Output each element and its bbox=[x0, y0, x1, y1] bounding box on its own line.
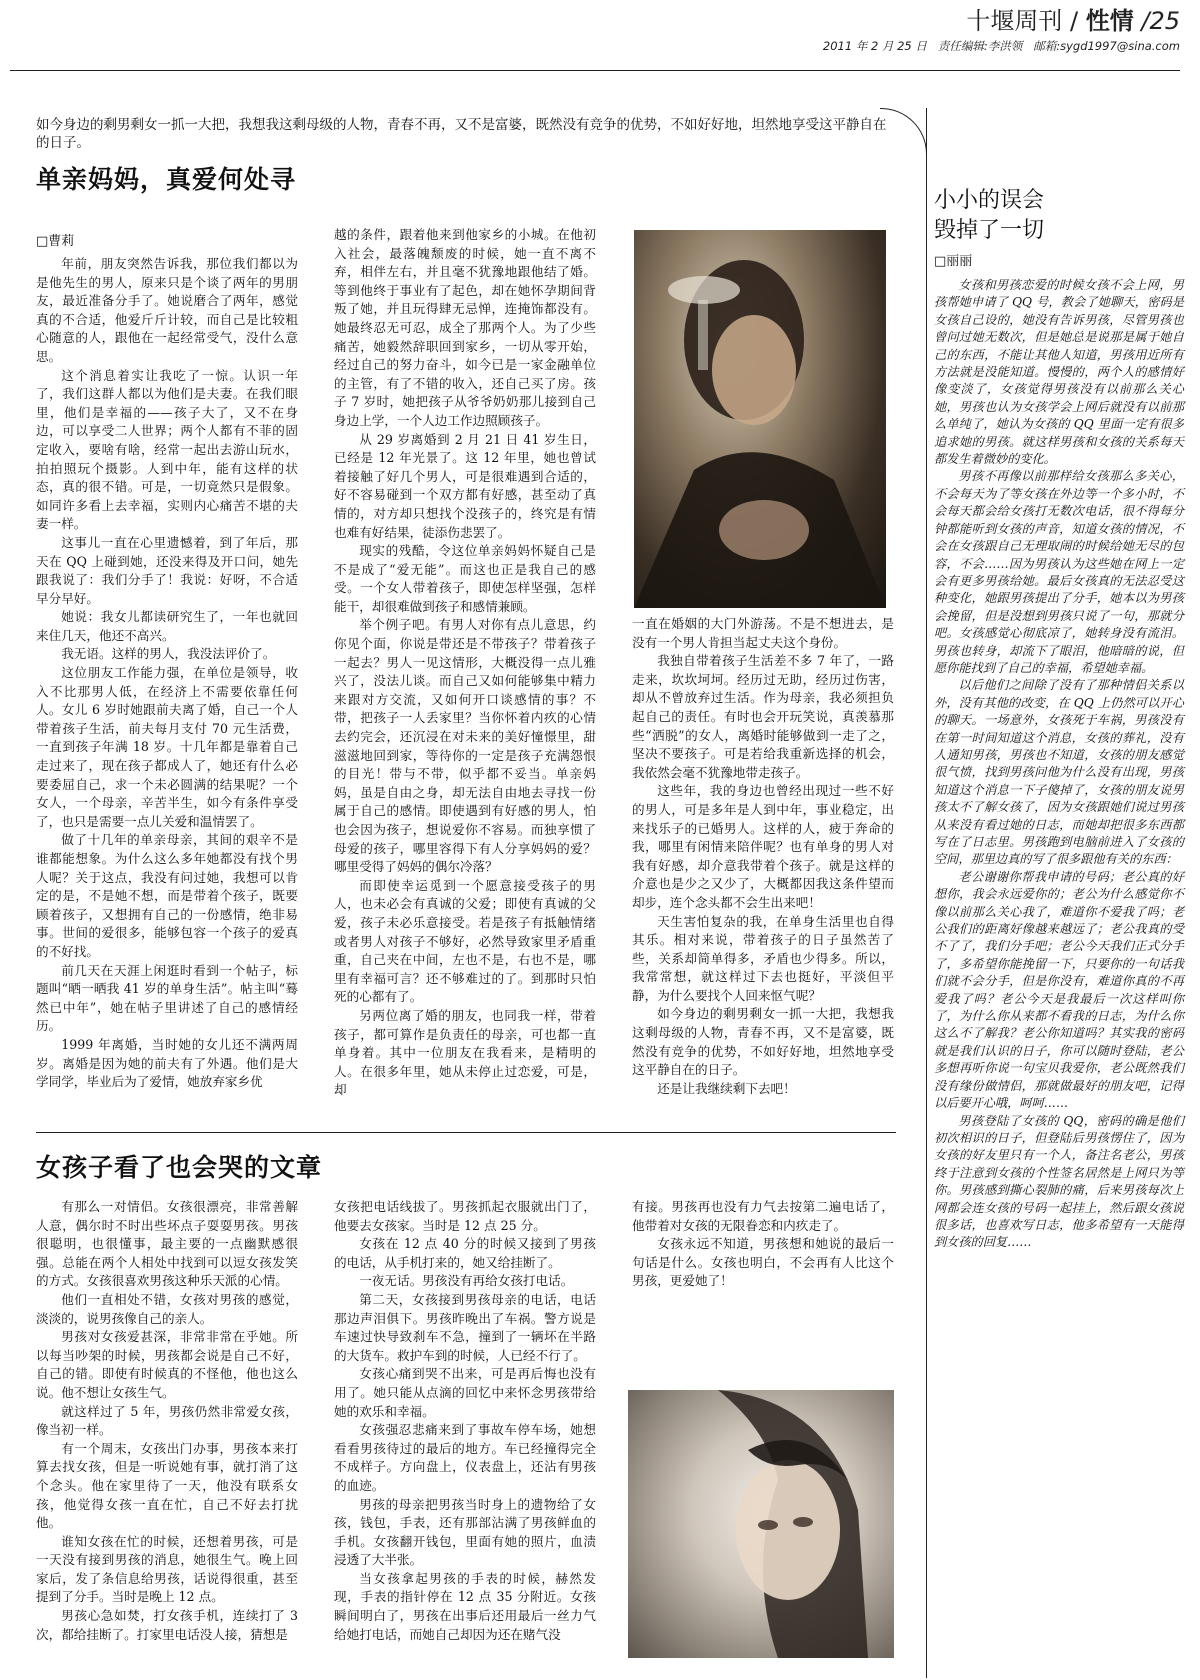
paragraph: 我无语。这样的男人，我没法评价了。 bbox=[61, 646, 276, 662]
paper-name: 十堰周刊 bbox=[966, 7, 1063, 35]
paragraph: 有接。男孩再也没有力气去按第二遍电话了，他带着对女孩的无限眷恋和内疚走了。 bbox=[632, 1199, 894, 1233]
masthead bbox=[823, 6, 1180, 54]
paragraph: 他们一直相处不错，女孩对男孩的感觉，淡淡的，说男孩像自己的亲人。 bbox=[36, 1291, 298, 1326]
article1-column-1 bbox=[36, 255, 298, 1092]
page-number-prefix: / bbox=[1141, 7, 1150, 35]
header-rule bbox=[10, 70, 1180, 71]
sidebar-body bbox=[934, 277, 1184, 1252]
sidebar-article bbox=[934, 186, 1184, 1252]
paragraph: 谁知女孩在忙的时候，还想着男孩，可是一天没有接到男孩的消息，她很生气。晚上回家后，发了条信息给男孩，话说得很重，甚至提到了分手。当时是晚上 12 点。 bbox=[36, 1533, 298, 1605]
page-number: 25 bbox=[1149, 7, 1180, 35]
paragraph: 女孩在 12 点 40 分的时候又接到了男孩的电话，从手机打来的，她又给挂断了。 bbox=[334, 1236, 596, 1270]
paragraph: 我独自带着孩子生活差不多 7 年了，一路走来，坎坎坷坷。经历过无助，经历过伤害，却从不曾放弃过生活。作为母亲，我必须担负起自己的责任。有时也会开玩笑说，真羡慕那些“洒脱”的女人，离婚时能够做到一走了之，坚决不要孩子。可是若给我重新选择的机会，我依然会毫不犹豫地带走孩子。 bbox=[632, 653, 894, 780]
paragraph: 前几天在天涯上闲逛时看到一个帖子，标题叫“晒一晒我 41 岁的单身生活”。帖主叫“蓦然已中年”，她在帖子里讲述了自己的感情经历。 bbox=[36, 962, 298, 1034]
paragraph: 这个消息着实让我吃了一惊。认识一年了，我们这群人都以为他们是夫妻。在我们眼里，他们是幸福的——孩子大了，又不在身边，可以享受二人世界；两个人都有不菲的固定收入，要啥有啥，经常一起出去游山玩水，拍拍照玩个摄影。人到中年，能有这样的状态，真的很不错。可是，一切竟然只是假象。如同许多看上去幸福，实则内心痛苦不堪的夫妻一样。 bbox=[36, 367, 298, 532]
paragraph: 这位朋友工作能力强，在单位是领导，收入不比那男人低，在经济上不需要依靠任何人。女儿 6 岁时她跟前夫离了婚，自己一个人带着孩子生活，前夫每月支付 70 元生活费，一直到孩子年满 18 岁。十几年都是靠着自己走过来了，现在孩子都成人了，她还有什么必要委屈自己，求一个未必圆满的结果呢？一个女人，一个母亲，辛苦半生，如今有条件享受了，也只是需要一点儿关爱和温情罢了。 bbox=[36, 665, 298, 829]
paragraph: 这些年，我的身边也曾经出现过一些不好的男人，可是多年是人到中年，事业稳定，出来找乐子的已婚男人。这样的人，疲于奔命的我，哪里有闲情来陪伴呢？也有单身的男人对我有好感，却介意我带着个孩子。就是这样的介意也是少之又少了，大概都因我这条件望而却步，连个念头都不会生出来吧！ bbox=[632, 783, 894, 910]
paragraph: 现实的残酷，令这位单亲妈妈怀疑自己是不是成了“爱无能”。而这也正是我自己的感受。一个女人带着孩子，即使怎样坚强，怎样能干，却很难做到孩子和感情兼顾。 bbox=[334, 543, 596, 614]
article1-title: 单亲妈妈，真爱何处寻 bbox=[36, 165, 297, 194]
article1-byline: □曹莉 bbox=[36, 234, 75, 249]
paragraph: 举个例子吧。有男人对你有点儿意思，约你见个面，你说是带还是不带孩子？带着孩子一起去？男人一见这情形，大概没得一点儿雅兴了，没法儿谈。而自己又如何能够集中精力来跟对方交流，又如何开口谈感情的事？不带，把孩子一人丢家里？当你怀着内疚的心情去约完会，还沉浸在对未来的美好憧憬里，甜滋滋地回到家，等待你的一定是孩子充满怨恨的目光！带与不带，似乎都不妥当。单亲妈妈，虽是自由之身，却无法自由地去寻找一份属于自己的感情。即使遇到有好感的男人，怕也会因为孩子，想说爱你不容易。而独享惯了母爱的孩子，哪里容得下有人分享妈妈的爱？哪里受得了妈妈的偶尔冷落？ bbox=[334, 617, 596, 875]
woman-drinking-photo bbox=[634, 230, 886, 608]
paragraph: 另两位离了婚的朋友，也同我一样，带着孩子，都可算作是负责任的母亲，可也都一直单身着。其中一位朋友在我看来，是精明的人。在很多年里，她从未停止过恋爱，可是，却 bbox=[334, 1007, 596, 1098]
article1-column-2 bbox=[334, 226, 596, 1100]
paragraph: 年前，朋友突然告诉我，那位我们都以为是他先生的男人，原来只是个谈了两年的男朋友，最近准备分手了。她说磨合了两年，感觉真的不合适，他爱斤斤计较，而自己是比较粗心随意的人，跟他在一起经常受气，没什么意思。 bbox=[36, 256, 298, 364]
paragraph: 当女孩拿起男孩的手表的时候，赫然发现，手表的指针停在 12 点 35 分附近。女孩瞬间明白了，男孩在出事后还用最后一丝力气给她打电话，而她自己却因为还在赌气没 bbox=[334, 1570, 596, 1642]
sidebar-title-line1: 小小的误会 bbox=[934, 188, 1045, 213]
paragraph: 女孩把电话线拔了。男孩抓起衣服就出门了，他要去女孩家。当时是 12 点 25 分。 bbox=[334, 1199, 596, 1233]
article1-intro: 如今身边的剩男剩女一抓一大把，我想我这剩母级的人物，青春不再，又不是富婆，既然没有竞争的优势，不如好好地，坦然地享受这平静自在的日子。 bbox=[36, 117, 887, 151]
paragraph: 老公谢谢你帮我申请的号码；老公真的好想你，我会永远爱你的；老公为什么感觉你不像以前那么关心我了，难道你不爱我了吗；老公我们的距离好像越来越远了；老公我真的受不了了，我们分手吧；老公今天我们正式分手了，多希望你能挽留一下，只要你的一句话我们就不会分手，但是你没有，难道你真的不再爱我了吗？老公今天是我最后一次这样叫你了，为什么你从来都不看我的日志，为什么你这么不了解我？老公你知道吗？其实我的密码就是我们认识的日子，你可以随时登陆，老公多想再听你说一句宝贝我爱你，老公既然我们没有缘份做情侣，那就做最好的朋友吧，记得以后要开心哦，呵呵…… bbox=[934, 869, 1184, 1111]
paragraph: 男孩不再像以前那样给女孩那么多关心，不会每天为了等女孩在外边等一个多小时，不会每天都会给女孩打无数次电话，很不得每分钟都能听到女孩的声音，知道女孩的情况，不会在女孩跟自己无理取闹的时候给她无尽的包容，不会……因为男孩认为这些她在网上一定会有更多男孩给她。最后女孩真的无法忍受这种变化，她跟男孩提出了分手，她本以为男孩会挽留，但是没想到男孩只说了一句，那就分吧。女孩感觉心彻底凉了，她转身没有流泪。男孩也转身，却流下了眼泪，他暗暗的说，但愿你能找到了自己的幸福，希望她幸福。 bbox=[934, 469, 1184, 675]
paragraph: 男孩登陆了女孩的 QQ，密码的确是他们初次相识的日子，但登陆后男孩愣住了，因为女孩的好友里只有一个人，备注名老公，男孩终于注意到女孩的个性签名居然是上网只为等你。男孩感到撕心裂肺的痛，后来男孩每次上网都会连女孩的号码一起挂上，然后跟女孩说很多话，也喜欢写日志，他多希望有一天能得到女孩的回复…… bbox=[934, 1113, 1184, 1250]
masthead-meta bbox=[823, 38, 1180, 54]
paragraph: 如今身边的剩男剩女一抓一大把，我想我这剩母级的人物，青春不再，又不是富婆，既然没有竞争的优势，不如好好地，坦然地享受这平静自在的日子。 bbox=[632, 1006, 894, 1078]
paragraph: 女孩和男孩恋爱的时候女孩不会上网，男孩帮她申请了 QQ 号，教会了她聊天，密码是女孩自己设的，她没有告诉男孩，尽管男孩也曾问过她无数次，但是她总是说那是属于她自己的东西，不能让其他人知道，男孩用近所有方法就是没能知道。慢慢的，两个人的感情好像变淡了，女孩觉得男孩没有以前那么关心她，男孩也认为女孩学会上网后就没有以前那么单纯了，她认为女孩的 QQ 里面一定有很多追求她的男孩。就这样男孩和女孩的关系每天都发生着微妙的变化。 bbox=[934, 278, 1184, 467]
paragraph: 第二天，女孩接到男孩母亲的电话，电话那边声泪俱下。男孩昨晚出了车祸。警方说是车速过快导致刹车不急，撞到了一辆坏在半路的大货车。救护车到的时候，人已经不行了。 bbox=[334, 1291, 596, 1363]
article-separator bbox=[36, 1132, 896, 1133]
masthead-slash: / bbox=[1069, 7, 1079, 35]
paragraph: 就这样过了 5 年，男孩仍然非常爱女孩，像当初一样。 bbox=[36, 1403, 298, 1438]
paragraph: 她说：我女儿都读研究生了，一年也就回来住几天，他还不高兴。 bbox=[36, 609, 298, 643]
paragraph: 越的条件，跟着他来到他家乡的小城。在他初入社会，最落魄颓废的时候，她一直不离不弃，相伴左右，并且毫不犹豫地跟他结了婚。等到他终于事业有了起色，却在她怀孕期间背叛了她，并且玩得肆无忌惮，连掩饰都没有。她最终忍无可忍，成全了那两个人。为了少些痛苦，她毅然辞职回到家乡，一切从零开始，经过自己的努力奋斗，如今已是一家金融单位的主管，有了不错的收入，还自己买了房。孩子 7 岁时，她把孩子从爷爷奶奶那儿接到自己身边上学，一个人边工作边照顾孩子。 bbox=[334, 227, 596, 428]
paragraph: 女孩强忍悲痛来到了事故车停车场，她想看看男孩待过的最后的地方。车已经撞得完全不成样子。方向盘上，仪表盘上，还沾有男孩的血迹。 bbox=[334, 1422, 596, 1493]
photo-illustration bbox=[628, 1390, 894, 1658]
article2-column-3 bbox=[632, 1198, 894, 1291]
editor-email: 邮箱:sygd1997@sina.com bbox=[1033, 39, 1180, 53]
paragraph: 以后他们之间除了没有了那种情侣关系以外，没有其他的改变，在 QQ 上仍然可以开心的聊天。一场意外，女孩死于车祸，男孩没有在第一时间知道这个消息，女孩的葬礼，没有人通知男孩，男孩也不知道，女孩的朋友感觉很气愤，找到男孩问他为什么没有出现，男孩知道这个消息一下子傻掉了，女孩的朋友说男孩太不了解女孩了，因为女孩跟她们说过男孩从来没有看过她的日志，而她却把很多东西都写在了日志里。男孩跑到电脑前进入了女孩的空间，那里边真的写了很多跟他有关的东西： bbox=[934, 678, 1184, 867]
paragraph: 男孩对女孩爱甚深，非常非常在乎她。所以每当吵架的时候，男孩都会说是自己不好，自己的错。即使有时候真的不怪他，他也这么说。他不想让女孩生气。 bbox=[36, 1329, 298, 1400]
masthead-title bbox=[823, 6, 1180, 36]
photo-illustration bbox=[634, 230, 886, 608]
paragraph: 一夜无话。男孩没有再给女孩打电话。 bbox=[359, 1273, 574, 1289]
paragraph: 做了十几年的单亲母亲，其间的艰辛不是谁都能想象。为什么这么多年她都没有找个男人呢？关于这点，我没有问过她，我想可以肯定的是，不是她不想，而是带着个孩子，既要顾着孩子，又想拥有自己的一份感情，绝非易事。世间的爱很多，能够包容一个孩子的爱真的不好找。 bbox=[36, 832, 298, 959]
paragraph: 这事儿一直在心里遗憾着，到了年后，那天在 QQ 上碰到她，还没来得及开口问，她先跟我说了：我们分手了！我说：好呀，不合适早分早好。 bbox=[36, 534, 298, 606]
paragraph: 还是让我继续剩下去吧！ bbox=[657, 1080, 796, 1096]
paragraph: 有一个周末，女孩出门办事，男孩本来打算去找女孩，但是一听说她有事，就打消了这个念头。他在家里待了一天，他没有联系女孩，他觉得女孩一直在忙，自己不好去打扰他。 bbox=[36, 1440, 298, 1531]
paragraph: 男孩心急如焚，打女孩手机，连续打了 3 次，都给挂断了。打家里电话没人接，猜想是 bbox=[36, 1608, 298, 1642]
paragraph: 天生害怕复杂的我，在单身生活里也自得其乐。相对来说，带着孩子的日子虽然苦了些，关系却简单得多，矛盾也少得多。所以，我常常想，就这样过下去也挺好，平淡但平静，为什么要找个人回来怄气呢？ bbox=[632, 913, 894, 1003]
paragraph: 而即使幸运觅到一个愿意接受孩子的男人，也未必会有真诚的父爱；即使有真诚的父爱，孩子未必乐意接受。若是孩子有抵触情绪或者男人对孩子不够好，必然导致家里矛盾重重，自己夹在中间，左也不是，右也不是，哪里有幸福可言？还不够难过的了。到那时只怕死的心都有了。 bbox=[334, 877, 596, 1005]
paragraph: 男孩的母亲把男孩当时身上的遗物给了女孩，钱包，手表，还有那部沾满了男孩鲜血的手机。女孩翻开钱包，里面有她的照片，血渍浸透了大半张。 bbox=[334, 1496, 596, 1568]
paragraph: 女孩永远不知道，男孩想和她说的最后一句话是什么。女孩也明白，不会再有人比这个男孩，更爱她了！ bbox=[632, 1236, 894, 1289]
paragraph: 女孩心痛到哭不出来，可是再后悔也没有用了。她只能从点滴的回忆中来怀念男孩带给她的欢乐和幸福。 bbox=[334, 1366, 596, 1419]
sidebar-title-line2: 毁掉了一切 bbox=[934, 218, 1045, 243]
article1-column-3 bbox=[632, 615, 894, 1098]
paragraph: 有那么一对情侣。女孩很漂亮，非常善解人意，偶尔时不时出些坏点子耍耍男孩。男孩很聪明，也很懂事，最主要的一点幽默感很强。总能在两个人相处中找到可以逗女孩发笑的方式。女孩很喜欢男孩这种乐天派的心情。 bbox=[36, 1199, 298, 1289]
article2-column-1 bbox=[36, 1198, 298, 1644]
girl-portrait-photo bbox=[628, 1390, 894, 1658]
section-name: 性情 bbox=[1085, 7, 1134, 35]
article2-title: 女孩子看了也会哭的文章 bbox=[36, 1153, 323, 1182]
paragraph: 从 29 岁离婚到 2 月 21 日 41 岁生日，已经是 12 年光景了。这 12 年里，她也曾试着接触了好几个男人，可是很难遇到合适的，好不容易碰到一个双方都有好感，甚至动了真情的，对方却只想找个没孩子的，终究是有情也难有好结果，徒添伤悲罢了。 bbox=[334, 431, 596, 540]
paragraph: 一直在婚姻的大门外游荡。不是不想进去，是没有一个男人肯担当起丈夫这个身份。 bbox=[632, 616, 894, 650]
article2-column-2 bbox=[334, 1198, 596, 1644]
editor: 责任编辑:李洪领 bbox=[937, 39, 1023, 53]
issue-date: 2011 年 2 月 25 日 bbox=[822, 39, 927, 53]
paragraph: 1999 年离婚，当时她的女儿还不满两周岁。离婚是因为她的前夫有了外遇。他们是大学同学，毕业后为了爱情，她放弃家乡优 bbox=[36, 1036, 298, 1090]
sidebar-byline: □丽丽 bbox=[934, 254, 973, 269]
